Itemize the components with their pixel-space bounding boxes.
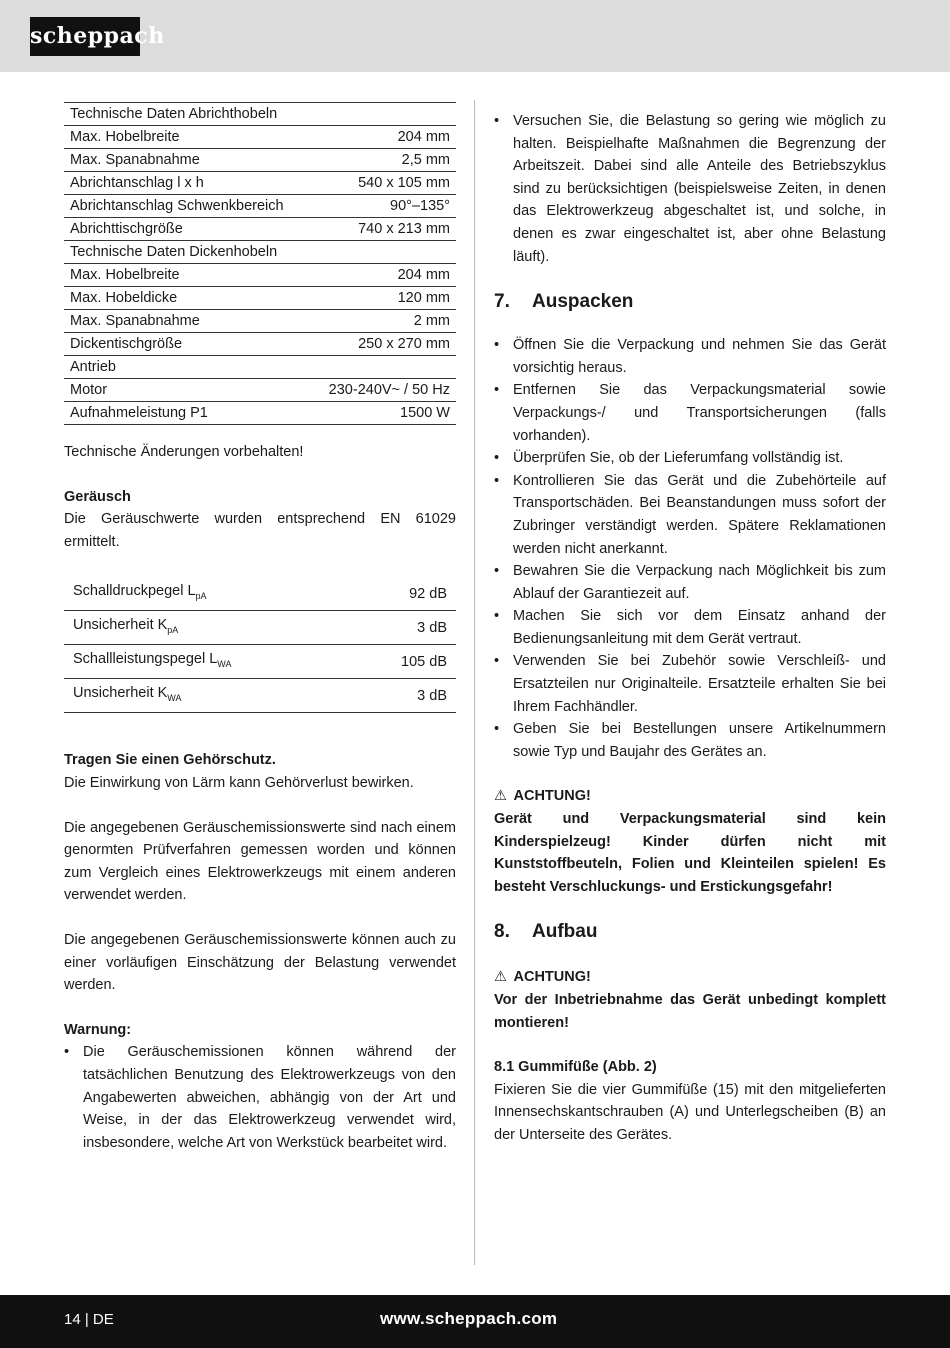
spec-value: 120 mm (310, 287, 456, 310)
spec-table (64, 102, 456, 425)
table-row (64, 218, 456, 241)
right-column (494, 110, 886, 1147)
table-row (64, 264, 456, 287)
table-row (64, 356, 456, 379)
load-list (494, 110, 886, 268)
changes-note: Technische Änderungen vorbehalten! (64, 444, 304, 460)
noise-label: Schalldruckpegel $L_{pA}$ (64, 577, 352, 611)
spec-value: 230-240V~ / 50 Hz (310, 379, 456, 402)
subsection-8-1-text: Fixieren Sie die vier Gummifüße (15) mit den mitgelieferten Innensechskantschrauben (A) und Unterlegscheiben (B) an der Unterseite des Gerätes. (494, 1081, 886, 1143)
table-row (64, 287, 456, 310)
noise-text: Die Geräuschwerte wurden entsprechend EN 61029 ermittelt. (64, 511, 456, 550)
emission-paragraph-1: Die angegebenen Geräuschemissionswerte sind nach einem genormten Prüfverfahren gemessen worden und können zum Vergleich eines Elektrowerkzeugs mit einem anderen verwendet werden. (64, 819, 456, 904)
noise-table (64, 577, 456, 713)
table-row (64, 310, 456, 333)
section-7-heading: 7. Auspacken (494, 291, 634, 313)
table-row (64, 577, 456, 611)
warning-2-text: Vor der Inbetriebnahme das Gerät unbedingt komplett montieren! (494, 992, 886, 1031)
spec-label: Max. Spanabnahme (64, 310, 310, 333)
table-row (64, 645, 456, 679)
table-row (64, 126, 456, 149)
table-row (64, 333, 456, 356)
warning-list (64, 1041, 456, 1154)
list-item: • Kontrollieren Sie das Gerät und die Zubehörteile auf Transportschäden. Bei Beanstandungen muss sofort der Zubringer verständigt werden. Spätere Reklamationen werden nicht anerkannt. (494, 472, 886, 557)
spec-value: 540 x 105 mm (310, 172, 456, 195)
spec-label: Abrichtanschlag l x h (64, 172, 310, 195)
spec-value (310, 103, 456, 126)
table-row (64, 241, 456, 264)
page-number: 14 | DE (64, 1311, 114, 1328)
section-8-heading: 8. Aufbau (494, 921, 598, 943)
spec-label: Max. Hobelbreite (64, 126, 310, 149)
page-header (0, 0, 950, 72)
noise-value: 105 dB (352, 645, 456, 679)
page-footer (0, 1295, 950, 1348)
website-link[interactable]: www.scheppach.com (380, 1309, 558, 1328)
table-row (64, 611, 456, 645)
subsection-8-1-heading: 8.1 Gummifüße (Abb. 2) (494, 1059, 657, 1076)
noise-value: 3 dB (352, 679, 456, 713)
spec-value: 250 x 270 mm (310, 333, 456, 356)
warning-heading: Warnung: (64, 1021, 132, 1038)
noise-label: Unsicherheit $K_{WA}$ (64, 679, 352, 713)
table-row (64, 172, 456, 195)
list-item: • Geben Sie bei Bestellungen unsere Artikelnummern sowie Typ und Baujahr des Gerätes an. (494, 721, 886, 760)
warning-1-label: ⚠ ACHTUNG! (494, 785, 886, 808)
hearing-text: Die Einwirkung von Lärm kann Gehörverlust bewirken. (64, 774, 414, 791)
warning-triangle-icon: ⚠ (494, 969, 507, 986)
left-column (64, 102, 456, 1154)
noise-value: 92 dB (352, 577, 456, 611)
table-row (64, 379, 456, 402)
spec-label: Antrieb (64, 356, 310, 379)
table-row (64, 149, 456, 172)
spec-label: Dickentischgröße (64, 333, 310, 356)
spec-value: 90°–135° (310, 195, 456, 218)
spec-value (310, 241, 456, 264)
spec-label: Max. Spanabnahme (64, 149, 310, 172)
list-item: • Verwenden Sie bei Zubehör sowie Verschleiß- und Ersatzteilen nur Originalteile. Ersatzteile erhalten Sie bei Ihrem Fachhändler. (494, 653, 886, 715)
spec-label: Motor (64, 379, 310, 402)
spec-label: Max. Hobelbreite (64, 264, 310, 287)
list-item: • Öffnen Sie die Verpackung und nehmen Sie das Gerät vorsichtig heraus. (494, 337, 886, 376)
scheppach-logo: scheppach (30, 17, 140, 56)
spec-label: Technische Daten Dickenhobeln (64, 241, 310, 264)
spec-value: 204 mm (310, 264, 456, 287)
list-item: • Entfernen Sie das Verpackungsmaterial sowie Verpackungs-/ und Transportsicherungen (falls vorhanden). (494, 382, 886, 444)
column-divider (474, 100, 475, 1265)
spec-label: Abrichttischgröße (64, 218, 310, 241)
spec-value: 2 mm (310, 310, 456, 333)
warning-2-label: ⚠ ACHTUNG! (494, 966, 886, 989)
list-item: • Bewahren Sie die Verpackung nach Möglichkeit bis zum Ablauf der Garantiezeit auf. (494, 563, 886, 602)
noise-heading: Geräusch (64, 488, 131, 505)
noise-label: Unsicherheit $K_{pA}$ (64, 611, 352, 645)
spec-value: 740 x 213 mm (310, 218, 456, 241)
list-item: • Machen Sie sich vor dem Einsatz anhand der Bedienungsanleitung mit dem Gerät vertraut. (494, 608, 886, 647)
spec-value: 204 mm (310, 126, 456, 149)
list-item: • Die Geräuschemissionen können während der tatsächlichen Benutzung des Elektrowerkzeugs von den Angabewerten abweichen, abhängig von der Art und Weise, in der das Elektrowerkzeug verwendet wird, insbesondere, welche Art von Werkstück bearbeitet wird. (64, 1044, 456, 1151)
warning-1-text: Gerät und Verpackungsmaterial sind kein Kinderspielzeug! Kinder dürfen nicht mit Kunststoffbeuteln, Folien und Kleinteilen spielen! Es besteht Verschluckungs- und Erstickungsgefahr! (494, 811, 886, 895)
hearing-heading: Tragen Sie einen Gehörschutz. (64, 752, 276, 769)
list-item: • Versuchen Sie, die Belastung so gering wie möglich zu halten. Beispielhafte Maßnahmen die Begrenzung der Arbeitszeit. Dabei sind alle Anteile des Betriebszyklus sind zu berücksichtigen (beispielsweise Zeiten, in denen das Elektrowerkzeug abgeschaltet ist, und solche, in denen es zwar eingeschaltet ist, aber ohne Belastung läuft). (494, 113, 886, 265)
spec-value: 2,5 mm (310, 149, 456, 172)
spec-value (310, 356, 456, 379)
list-item: • Überprüfen Sie, ob der Lieferumfang vollständig ist. (494, 450, 844, 467)
emission-paragraph-2: Die angegebenen Geräuschemissionswerte können auch zu einer vorläufigen Einschätzung der Belastung verwendet werden. (64, 931, 456, 994)
table-row (64, 402, 456, 425)
table-row (64, 679, 456, 713)
warning-triangle-icon: ⚠ (494, 788, 507, 805)
spec-label: Aufnahmeleistung P1 (64, 402, 310, 425)
table-row (64, 103, 456, 126)
spec-label: Technische Daten Abrichthobeln (64, 103, 310, 126)
noise-label: Schallleistungspegel $L_{WA}$ (64, 645, 352, 679)
unpack-list (494, 334, 886, 763)
spec-label: Abrichtanschlag Schwenkbereich (64, 195, 310, 218)
spec-value: 1500 W (310, 402, 456, 425)
spec-label: Max. Hobeldicke (64, 287, 310, 310)
noise-value: 3 dB (352, 611, 456, 645)
table-row (64, 195, 456, 218)
